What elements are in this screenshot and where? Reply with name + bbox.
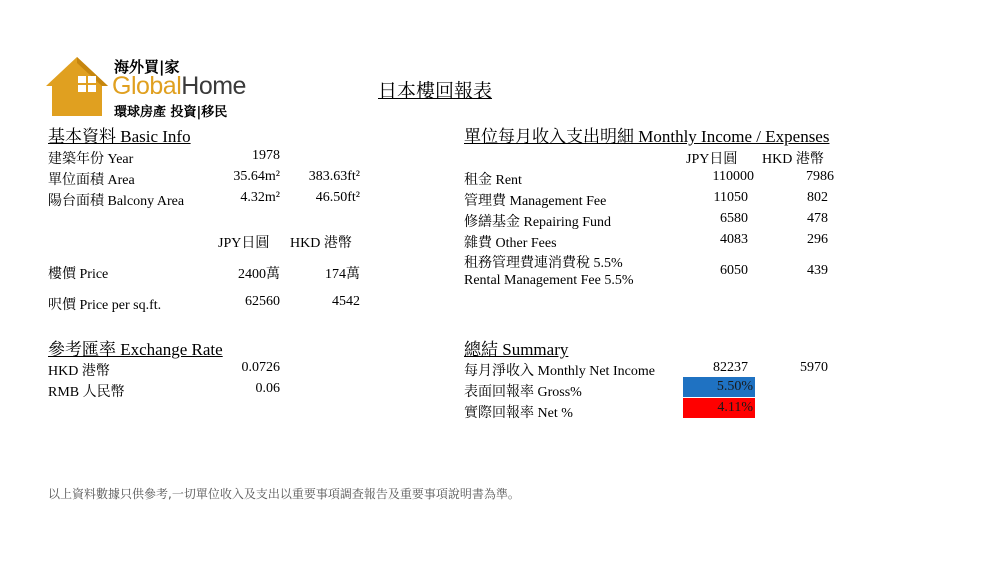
rmb-rate-value: 0.06 (255, 381, 280, 396)
repairing-fund-label: 修繕基金 Repairing Fund (464, 215, 611, 230)
basic-col-hkd: HKD 港幣 (290, 236, 352, 251)
basic-info-header: 基本資料 Basic Info (48, 127, 191, 146)
hkd-rate-label: HKD 港幣 (48, 364, 110, 379)
house-logo-icon (44, 54, 110, 118)
summary-header: 總結 Summary (464, 340, 569, 359)
monthly-col-jpy: JPY日圓 (686, 152, 738, 167)
rental-mgmt-label-cn: 租務管理費連消費稅 5.5% (464, 256, 623, 271)
rent-jpy: 110000 (712, 169, 754, 184)
net-yield-label: 實際回報率 Net % (464, 406, 573, 421)
rent-label: 租金 Rent (464, 173, 522, 188)
net-income-jpy: 82237 (713, 360, 748, 375)
gross-yield-value: 5.50% (716, 379, 753, 394)
year-label: 建築年份 Year (48, 152, 134, 167)
psf-jpy: 62560 (245, 294, 280, 309)
price-jpy: 2400萬 (238, 267, 280, 282)
year-value: 1978 (252, 148, 280, 163)
rental-mgmt-label-en: Rental Management Fee 5.5% (464, 273, 634, 288)
balcony-label: 陽台面積 Balcony Area (48, 194, 185, 209)
rental-mgmt-jpy: 6050 (720, 263, 748, 278)
psf-label: 呎價 Price per sq.ft. (48, 298, 162, 313)
management-fee-label: 管理費 Management Fee (464, 194, 607, 209)
management-fee-jpy: 11050 (713, 190, 748, 205)
monthly-col-hkd: HKD 港幣 (762, 152, 824, 167)
rent-hkd: 7986 (806, 169, 834, 184)
net-income-hkd: 5970 (800, 360, 828, 375)
hkd-rate-value: 0.0726 (241, 360, 280, 375)
area-ft2: 383.63ft² (308, 169, 360, 184)
gross-yield-label: 表面回報率 Gross% (464, 385, 582, 400)
balcony-ft2: 46.50ft² (315, 190, 360, 205)
repairing-fund-hkd: 478 (807, 211, 828, 226)
net-income-label: 每月淨收入 Monthly Net Income (464, 364, 655, 379)
logo-cn-bottom: 環球房產 投資|移民 (114, 105, 228, 120)
monthly-header: 單位每月收入支出明細 Monthly Income / Expenses (464, 127, 830, 146)
area-m2: 35.64m² (233, 169, 280, 184)
basic-col-jpy: JPY日圓 (218, 236, 270, 251)
logo-brand-gold: Global (112, 72, 182, 100)
repairing-fund-jpy: 6580 (720, 211, 748, 226)
logo-brand-dark: Home (181, 72, 246, 100)
area-label: 單位面積 Area (48, 173, 135, 188)
rmb-rate-label: RMB 人民幣 (48, 385, 125, 400)
page-title: 日本樓回報表 (378, 81, 493, 102)
logo-cn-top: 海外買|家 (114, 58, 180, 76)
management-fee-hkd: 802 (807, 190, 828, 205)
logo (44, 54, 254, 120)
other-fees-jpy: 4083 (720, 232, 748, 247)
other-fees-label: 雜費 Other Fees (464, 236, 557, 251)
footnote: 以上資料數據只供參考,一切單位收入及支出以重要事項調查報告及重要事項說明書為準。 (48, 487, 520, 501)
exchange-header: 參考匯率 Exchange Rate (48, 340, 223, 359)
other-fees-hkd: 296 (807, 232, 828, 247)
balcony-m2: 4.32m² (240, 190, 280, 205)
price-hkd: 174萬 (325, 267, 360, 282)
price-label: 樓價 Price (48, 267, 109, 282)
psf-hkd: 4542 (332, 294, 360, 309)
logo-brand (112, 72, 246, 101)
rental-mgmt-hkd: 439 (807, 263, 828, 278)
net-yield-value: 4.11% (717, 400, 753, 415)
